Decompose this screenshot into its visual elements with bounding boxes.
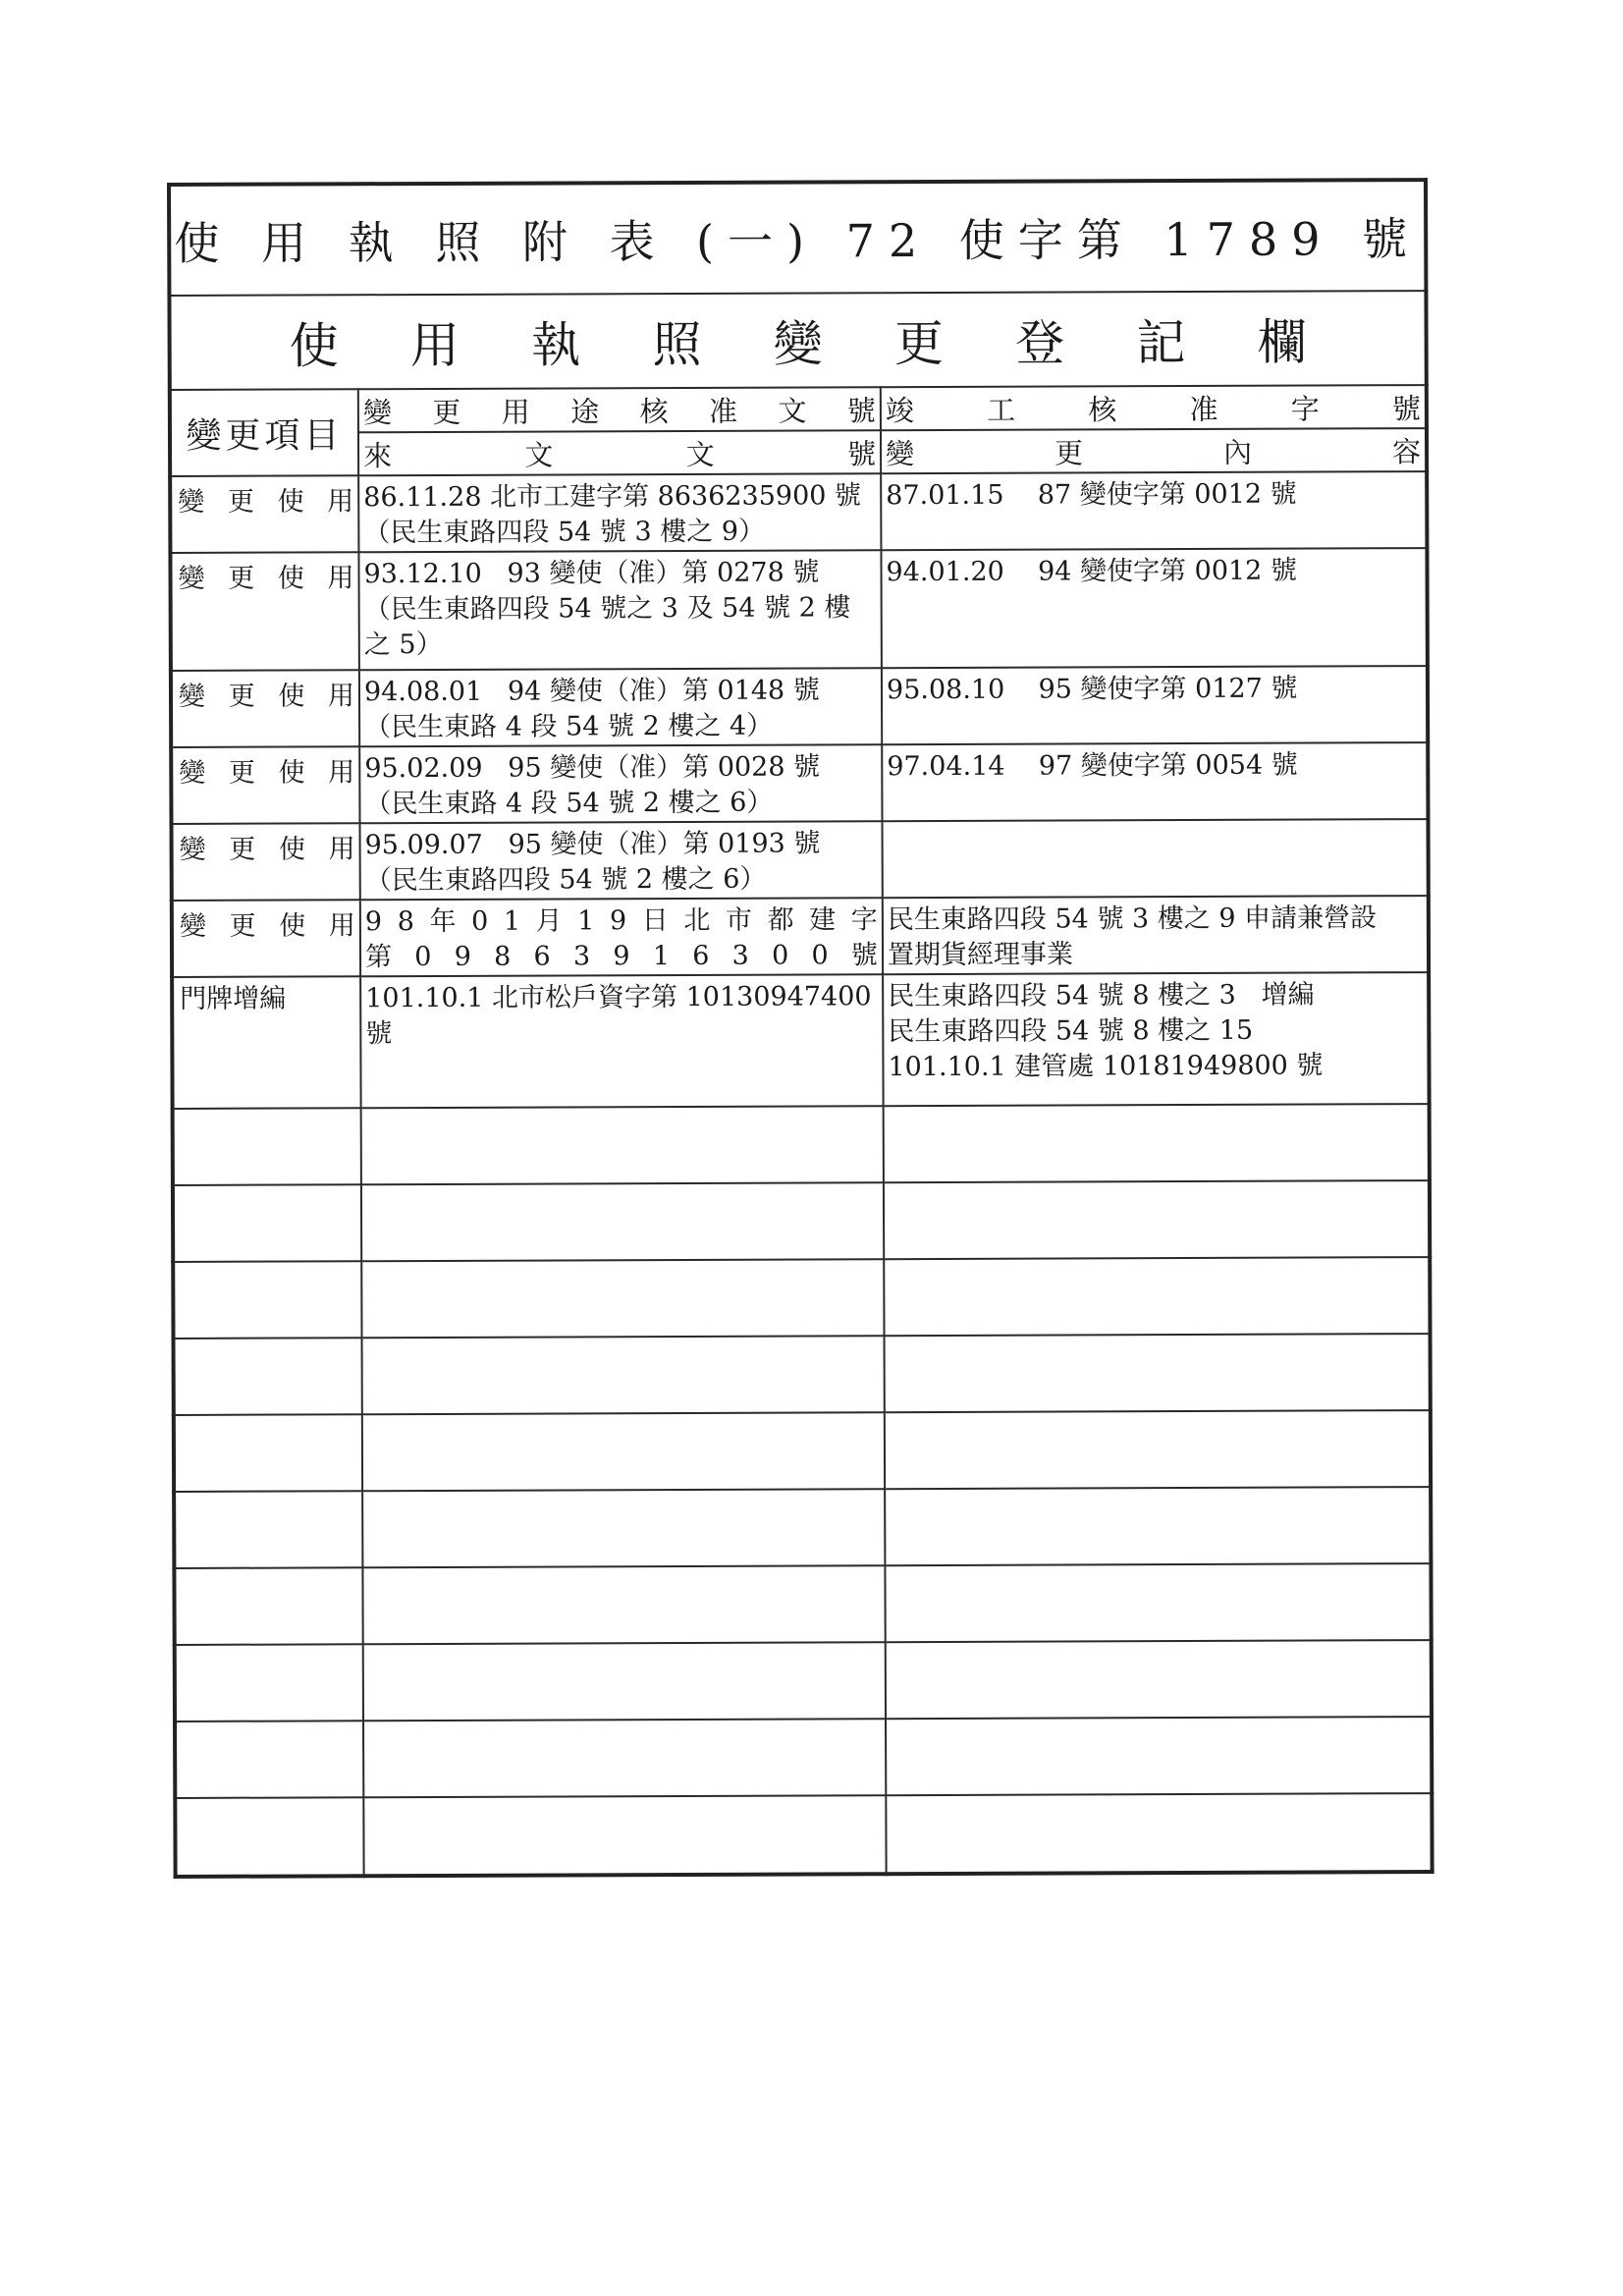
doc-line: （民生東路四段 54 號之 3 及 54 號 2 樓 [363,592,851,626]
change-item-char: 更 [228,757,256,789]
change-item-char: 用 [328,909,355,941]
header-char: 更 [432,395,461,429]
change-item-char: 用 [327,485,354,517]
empty-doc-cell [363,1795,886,1876]
change-line: 民生東路四段 54 號 8 樓之 3 增編 [888,979,1315,1012]
doc-line [365,938,878,975]
header-char: 准 [708,394,738,428]
empty-change-cell [884,1104,1430,1182]
header-char: 工 [987,393,1016,427]
doc-char: 建 [809,904,837,936]
doc-char: 都 [767,904,794,936]
change-item-char: 用 [327,562,354,593]
change-item-label: 門牌增編 [180,983,287,1014]
change-content-cell [883,819,1429,898]
section-heading-char: 照 [652,315,702,374]
change-item-char: 使 [278,756,305,789]
header-char: 核 [639,394,669,428]
empty-doc-cell [362,1565,885,1644]
header-char: 號 [846,436,877,470]
doc-char: 0 [414,941,432,973]
header-char: 文 [685,437,715,471]
header-char: 更 [1054,435,1084,470]
doc-line [365,902,878,940]
doc-char: 1 [652,941,671,972]
registration-table [167,178,1434,1879]
empty-item-cell [174,1338,362,1415]
header-change-item: 變更項目 [170,389,358,476]
empty-item-cell [173,1184,361,1262]
empty-doc-cell [362,1412,885,1491]
section-heading-char: 登 [1015,314,1065,372]
doc-char: 1 [503,905,521,937]
empty-item-cell [174,1491,362,1568]
approval-doc-cell [358,473,881,552]
change-content-cell [882,666,1428,744]
doc-char: 3 [731,940,749,971]
change-item-char: 更 [228,681,255,712]
empty-item-cell [173,1261,361,1339]
doc-char: 9 [613,941,630,972]
doc-char: 8 [397,906,414,938]
document-title: 使 用 執 照 附 表 (一) 72 使字第 1789 號 [169,180,1426,296]
header-char: 變 [885,436,915,470]
change-item-char: 使 [278,680,305,712]
empty-row [173,1257,1430,1339]
empty-change-cell [885,1563,1431,1642]
section-heading-char: 執 [531,316,581,374]
change-item-char: 變 [179,910,206,942]
change-line: 置期貨經理事業 [887,939,1074,971]
empty-row [175,1717,1432,1798]
doc-line: 101.10.1 北市松戶資字第 10130947400 [365,981,872,1014]
change-item-cell [171,746,359,824]
doc-char: 9 [609,905,627,937]
doc-char: 6 [533,941,551,972]
table-row [170,548,1427,671]
empty-row [174,1487,1431,1568]
change-line: 87.01.15 87 變使字第 0012 號 [886,478,1297,512]
header-char: 號 [1391,391,1421,425]
change-content-cell [881,471,1427,550]
header-char: 文 [778,394,807,428]
empty-row [173,1180,1430,1262]
doc-char: 號 [850,940,878,971]
empty-item-cell [173,1108,361,1185]
change-content-cell [883,972,1430,1106]
doc-char: 3 [572,941,591,972]
doc-char: 0 [470,905,489,937]
section-heading-char: 記 [1136,314,1186,372]
empty-doc-cell [363,1642,886,1721]
change-item-cell [172,976,361,1109]
doc-char: 字 [850,904,878,936]
doc-char: 年 [429,905,457,937]
change-item-char: 更 [227,486,254,518]
change-content-cell [881,548,1427,668]
header-char: 竣 [885,393,914,427]
doc-char: 市 [725,904,753,936]
approval-doc-cell [360,898,883,976]
empty-doc-cell [363,1719,886,1797]
table-row [170,471,1427,553]
change-item-char: 使 [279,909,306,942]
change-item-cell [170,552,358,671]
approval-doc-cell [359,668,882,746]
change-item-char: 使 [277,485,304,518]
empty-row [174,1334,1431,1415]
doc-char: 月 [535,905,563,937]
header-char: 變 [362,395,392,429]
change-item-char: 變 [178,681,206,712]
approval-doc-cell [360,974,884,1108]
change-item-cell [170,475,358,553]
empty-doc-cell [361,1106,884,1184]
doc-char: 第 [364,942,393,973]
empty-row [175,1793,1432,1877]
section-heading-char: 用 [409,316,460,375]
empty-change-cell [886,1793,1432,1874]
change-item-char: 變 [178,563,205,594]
doc-line: （民生東路四段 54 號 2 樓之 6） [364,863,767,897]
header-char: 用 [501,395,530,429]
section-heading-char: 更 [893,314,944,373]
empty-item-cell [175,1644,363,1722]
empty-row [174,1410,1431,1492]
empty-item-cell [175,1797,363,1877]
change-item-char: 變 [179,834,206,865]
doc-line: 之 5） [363,629,443,661]
change-item-char: 用 [327,680,355,711]
change-content-cell [883,896,1429,974]
empty-row [174,1563,1431,1645]
change-item-cell [172,900,360,977]
empty-item-cell [175,1721,363,1798]
change-item-char: 更 [228,563,255,594]
doc-char: 0 [811,940,829,971]
section-heading [169,291,1426,390]
change-item-char: 用 [328,833,355,864]
header-char: 容 [1391,434,1422,468]
change-item-char: 更 [229,910,256,942]
change-item-cell [172,823,360,901]
empty-doc-cell [361,1259,884,1338]
approval-doc-cell [358,550,881,670]
empty-change-cell [884,1180,1430,1259]
table-row [172,896,1429,977]
doc-char: 9 [364,906,383,938]
approval-doc-cell [360,821,883,900]
doc-line: （民生東路 4 段 54 號 2 樓之 6） [364,787,774,820]
empty-change-cell [886,1640,1432,1719]
change-item-char: 更 [229,834,256,865]
header-char: 來 [363,438,393,472]
change-line: 95.08.10 95 變使字第 0127 號 [886,673,1298,706]
change-line: 101.10.1 建管處 10181949800 號 [888,1050,1324,1083]
change-content-cell [882,742,1428,821]
empty-item-cell [174,1567,362,1645]
doc-char: 9 [454,941,471,972]
table-row [171,742,1428,824]
header-char: 文 [524,437,554,472]
header-char: 准 [1189,392,1218,426]
empty-row [175,1640,1432,1722]
empty-doc-cell [362,1489,885,1567]
header-completion-no [881,385,1427,430]
doc-char: 日 [641,905,669,937]
section-heading-char: 欄 [1257,313,1307,371]
empty-change-cell [885,1487,1431,1565]
doc-line: 94.08.01 94 變使（准）第 0148 號 [363,675,820,708]
table-row [172,819,1429,901]
change-item-char: 使 [277,562,304,594]
section-heading-char: 使 [289,317,339,375]
doc-line: （民生東路四段 54 號 3 樓之 9） [363,516,766,549]
change-line: 94.01.20 94 變使字第 0012 號 [886,555,1297,588]
header-char: 號 [846,393,876,427]
empty-change-cell [886,1717,1432,1795]
doc-char: 北 [683,904,711,936]
empty-doc-cell [361,1182,884,1261]
doc-line: 號 [365,1018,393,1050]
doc-char: 0 [771,940,789,971]
header-char: 途 [570,394,600,428]
document-sheet [167,178,1431,1931]
doc-char: 1 [577,905,595,937]
empty-change-cell [884,1257,1430,1336]
change-line: 民生東路四段 54 號 3 樓之 9 申請兼營設 [887,902,1378,936]
empty-doc-cell [362,1336,885,1414]
header-approval-doc-no [358,387,881,432]
doc-line: 95.02.09 95 變使（准）第 0028 號 [364,751,821,785]
change-item-char: 變 [178,486,205,518]
header-char: 核 [1088,392,1117,426]
empty-change-cell [885,1334,1431,1412]
approval-doc-cell [359,744,882,823]
doc-line: （民生東路 4 段 54 號 2 樓之 4） [364,710,774,743]
table-row [172,972,1430,1109]
header-char: 內 [1222,435,1253,469]
header-char: 字 [1290,391,1320,426]
section-heading-char: 變 [773,315,823,373]
table-row [171,666,1428,747]
change-item-char: 使 [278,833,305,865]
empty-item-cell [174,1414,362,1492]
change-line: 97.04.14 97 變使字第 0054 號 [887,749,1298,783]
empty-row [173,1104,1430,1185]
empty-change-cell [885,1410,1431,1489]
doc-char: 8 [494,941,512,972]
change-item-char: 用 [328,756,355,788]
change-item-cell [171,670,359,747]
doc-char: 6 [692,940,710,971]
change-line: 民生東路四段 54 號 8 樓之 15 [888,1014,1254,1048]
header-incoming-doc-no [358,430,881,475]
change-item-char: 變 [179,757,206,789]
doc-line: 93.12.10 93 變使（准）第 0278 號 [363,557,820,590]
doc-line: 95.09.07 95 變使（准）第 0193 號 [364,828,821,861]
header-change-content [881,428,1427,473]
doc-line: 86.11.28 北市工建字第 8636235900 號 [363,480,862,514]
